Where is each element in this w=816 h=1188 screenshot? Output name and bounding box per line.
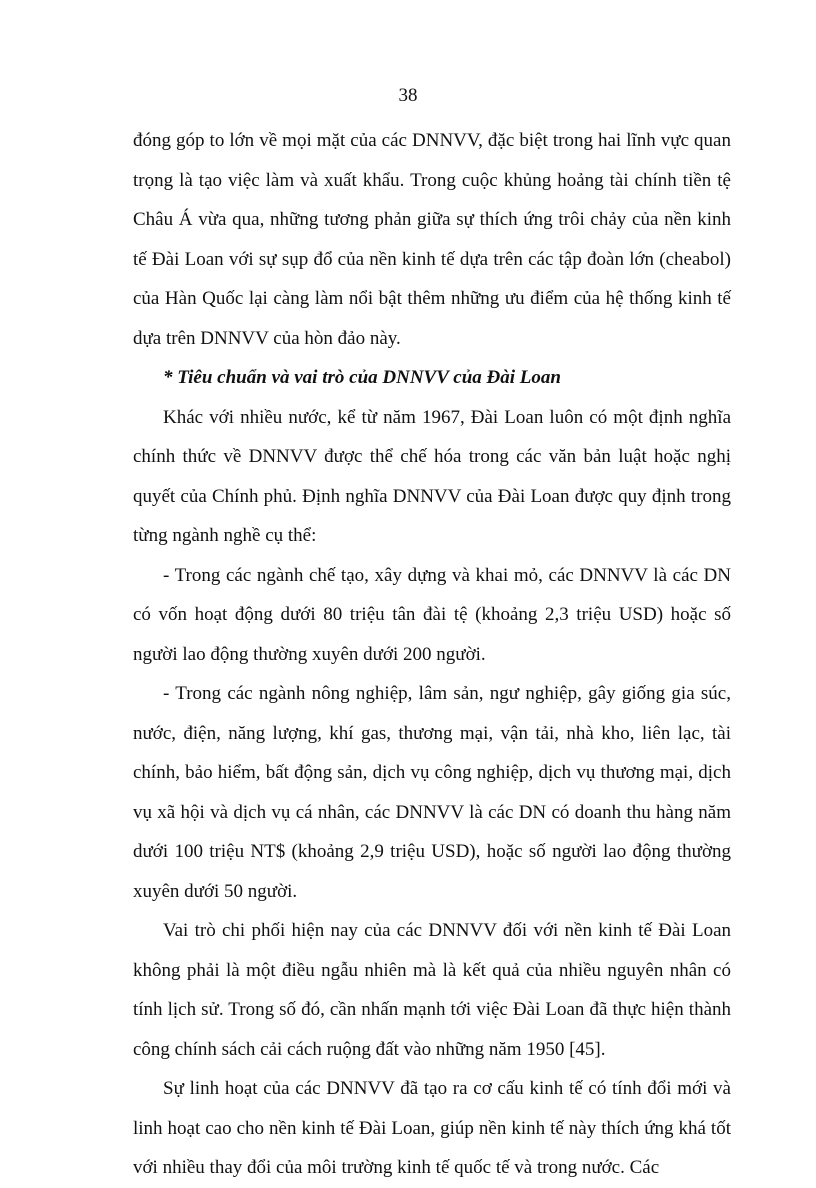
paragraph-flexibility: Sự linh hoạt của các DNNVV đã tạo ra cơ cấu kinh tế có tính đổi mới và linh hoạt cao cho nền kinh tế Đài Loan, giúp nền kinh tế này thích ứng khá tốt với nhiều thay đổi của môi trường kinh tế quốc tế và trong nước. Các [133, 1078, 731, 1178]
page-body [133, 121, 731, 1188]
paragraph-role: Vai trò chi phối hiện nay của các DNNVV đối với nền kinh tế Đài Loan không phải là một điều ngẫu nhiên mà là kết quả của nhiều nguyên nhân có tính lịch sử. Trong số đó, cần nhấn mạnh tới việc Đài Loan đã thực hiện thành công chính sách cải cách ruộng đất vào những năm 1950 [45]. [133, 920, 731, 1060]
bullet-manufacturing: - Trong các ngành chế tạo, xây dựng và khai mỏ, các DNNVV là các DN có vốn hoạt động dưới 80 triệu tân đài tệ (khoảng 2,3 triệu USD) hoặc số người lao động thường xuyên dưới 200 người. [133, 564, 731, 665]
page-number: 38 [398, 85, 418, 106]
paragraph-continuation: đóng góp to lớn về mọi mặt của các DNNVV, đặc biệt trong hai lĩnh vực quan trọng là tạo việc làm và xuất khẩu. Trong cuộc khủng hoảng tài chính tiền tệ Châu Á vừa qua, những tương phản giữa sự thích ứng trôi chảy của nền kinh tế Đài Loan với sự sụp đổ của nền kinh tế dựa trên các tập đoàn lớn (cheabol) của Hàn Quốc lại càng làm nổi bật thêm những ưu điểm của hệ thống kinh tế dựa trên DNNVV của hòn đảo này. [133, 130, 731, 349]
paragraph-definition: Khác với nhiều nước, kể từ năm 1967, Đài Loan luôn có một định nghĩa chính thức về DNNVV được thể chế hóa trong các văn bản luật hoặc nghị quyết của Chính phủ. Định nghĩa DNNVV của Đài Loan được quy định trong từng ngành nghề cụ thể: [133, 406, 731, 546]
bullet-services: - Trong các ngành nông nghiệp, lâm sản, ngư nghiệp, gây giống gia súc, nước, điện, năng lượng, khí gas, thương mại, vận tải, nhà kho, liên lạc, tài chính, bảo hiểm, bất động sản, dịch vụ công nghiệp, dịch vụ thương mại, dịch vụ xã hội và dịch vụ cá nhân, các DNNVV là các DN có doanh thu hàng năm dưới 100 triệu NT$ (khoảng 2,9 triệu USD), hoặc số người lao động thường xuyên dưới 50 người. [133, 683, 731, 902]
section-heading: * Tiêu chuẩn và vai trò của DNNVV của Đài Loan [163, 367, 561, 388]
